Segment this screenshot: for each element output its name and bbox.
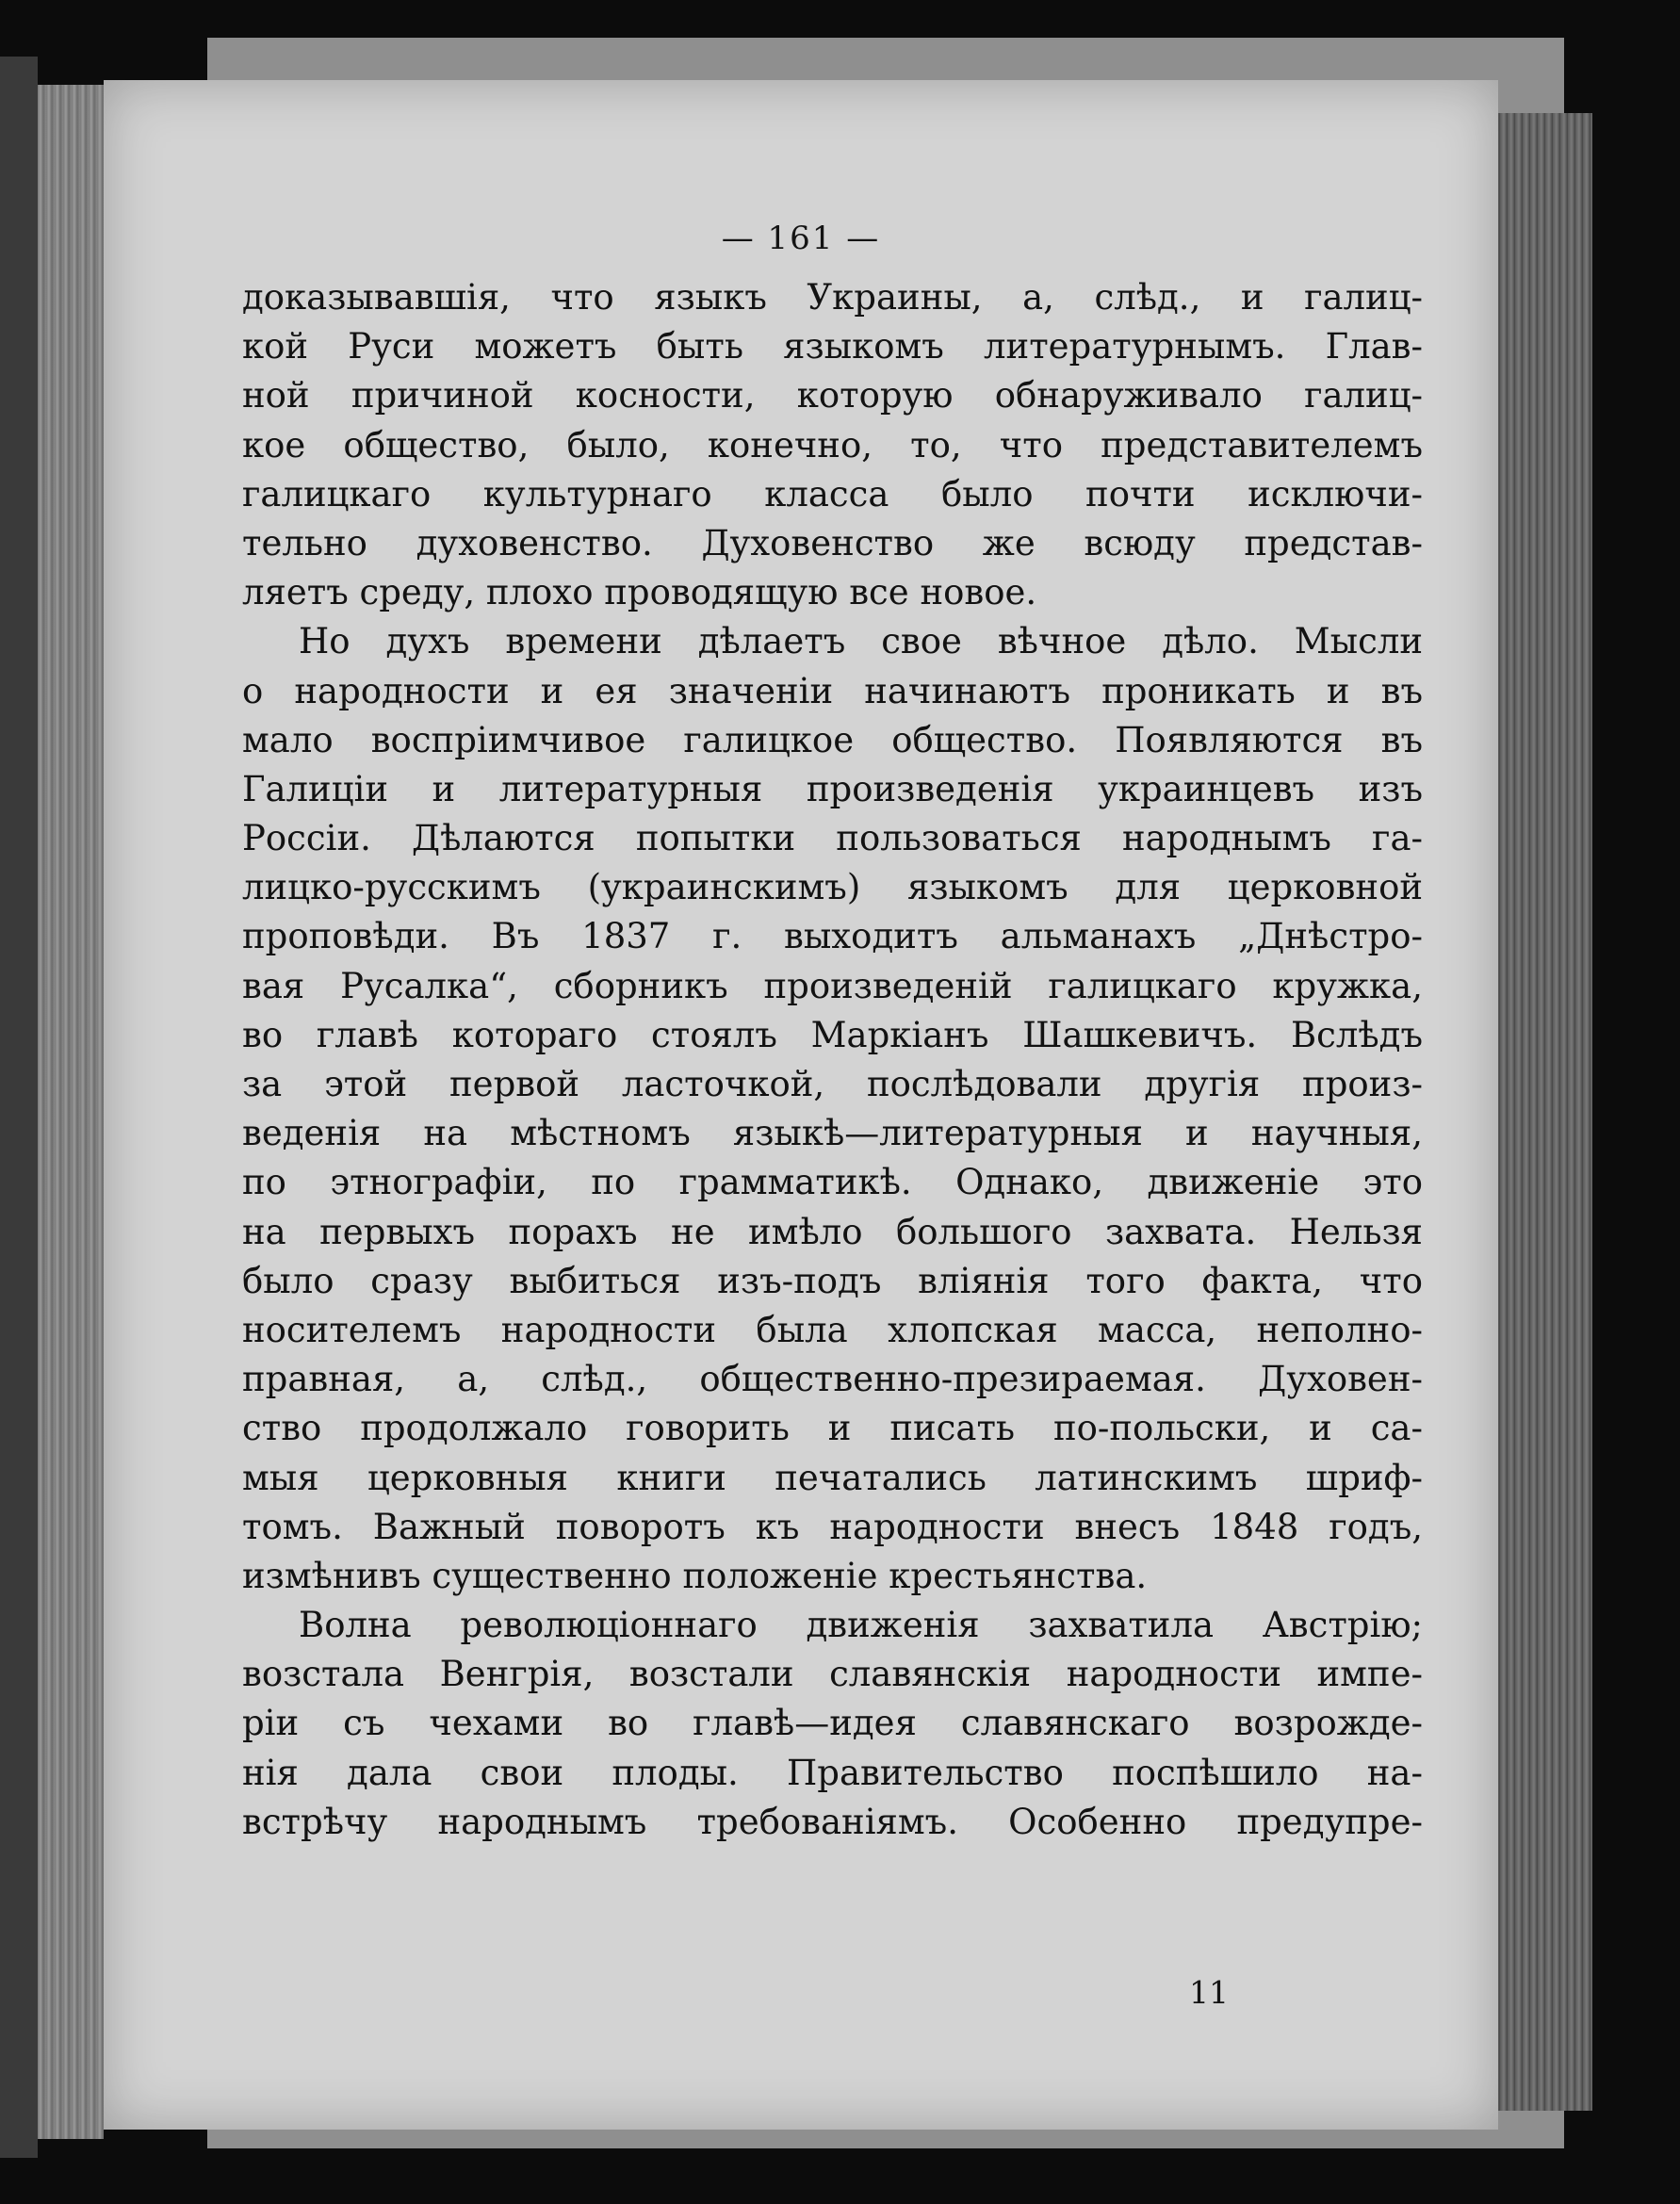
text-line: мыя церковныя книги печатались латинскимъ шриф- (242, 1457, 1423, 1498)
text-line: проповѣди. Въ 1837 г. выходитъ альманахъ „Днѣстро- (242, 916, 1423, 957)
body-text (242, 273, 1423, 1847)
text-line: Галиціи и литературныя произведенія украинцевъ изъ (242, 768, 1423, 809)
text-line: было сразу выбиться изъ-подъ вліянія того факта, что (242, 1260, 1423, 1301)
text-line: ство продолжало говорить и писать по-польски, и са- (242, 1408, 1423, 1449)
text-line: мало воспріимчивое галицкое общество. Появляются въ (242, 719, 1423, 760)
text-line: нія дала свои плоды. Правительство поспѣшило на- (242, 1752, 1423, 1793)
text-line: ріи съ чехами во главѣ—идея славянскаго возрожде- (242, 1703, 1423, 1744)
text-line: возстала Венгрія, возстали славянскія народности импе- (242, 1654, 1423, 1695)
book-left-cover-edge (0, 57, 38, 2158)
text-line: доказывавшія, что языкъ Украины, а, слѣд., и галиц- (242, 277, 1423, 318)
text-line: веденія на мѣстномъ языкѣ—литературныя и научныя, (242, 1113, 1423, 1154)
text-line: за этой первой ласточкой, послѣдовали другія произ- (242, 1064, 1423, 1104)
text-line: галицкаго культурнаго класса было почти исключи- (242, 473, 1423, 514)
text-line: на первыхъ порахъ не имѣло большого захвата. Нельзя (242, 1211, 1423, 1252)
text-line: кой Руси можетъ быть языкомъ литературнымъ. Глав- (242, 326, 1423, 367)
text-line: измѣнивъ существенно положеніе крестьянства. (242, 1555, 1148, 1596)
text-line: встрѣчу народнымъ требованіямъ. Особенно предупре- (242, 1801, 1423, 1842)
text-line: Но духъ времени дѣлаетъ свое вѣчное дѣло. Мысли (299, 621, 1423, 662)
text-line: правная, а, слѣд., общественно-презираемая. Духовен- (242, 1359, 1423, 1400)
book-spine-binding (38, 85, 104, 2139)
text-line: во главѣ котораго стоялъ Маркіанъ Шашкевичъ. Вслѣдъ (242, 1014, 1423, 1055)
text-line: по этнографіи, по грамматикѣ. Однако, движеніе это (242, 1162, 1423, 1203)
text-line: Россіи. Дѣлаются попытки пользоваться народнымъ га- (242, 818, 1423, 859)
text-line: лицко-русскимъ (украинскимъ) языкомъ для церковной (242, 867, 1423, 908)
book-page (104, 80, 1498, 2130)
text-line: ной причиной косности, которую обнаруживало галиц- (242, 375, 1423, 416)
text-line: тельно духовенство. Духовенство же всюду представ- (242, 522, 1423, 563)
text-line: носителемъ народности была хлопская масса, неполно- (242, 1309, 1423, 1350)
signature-mark: 11 (1189, 1974, 1229, 2011)
text-line: кое общество, было, конечно, то, что представителемъ (242, 424, 1423, 465)
page-number: — 161 — (721, 220, 881, 257)
text-line: вая Русалка“, сборникъ произведеній галицкаго кружка, (242, 965, 1423, 1006)
text-line: Волна революціоннаго движенія захватила Австрію; (299, 1605, 1423, 1646)
text-line: о народности и ея значеніи начинаютъ проникать и въ (242, 670, 1423, 711)
text-line: ляетъ среду, плохо проводящую все новое. (242, 572, 1037, 613)
text-line: томъ. Важный поворотъ къ народности внесъ 1848 годъ, (242, 1506, 1423, 1547)
